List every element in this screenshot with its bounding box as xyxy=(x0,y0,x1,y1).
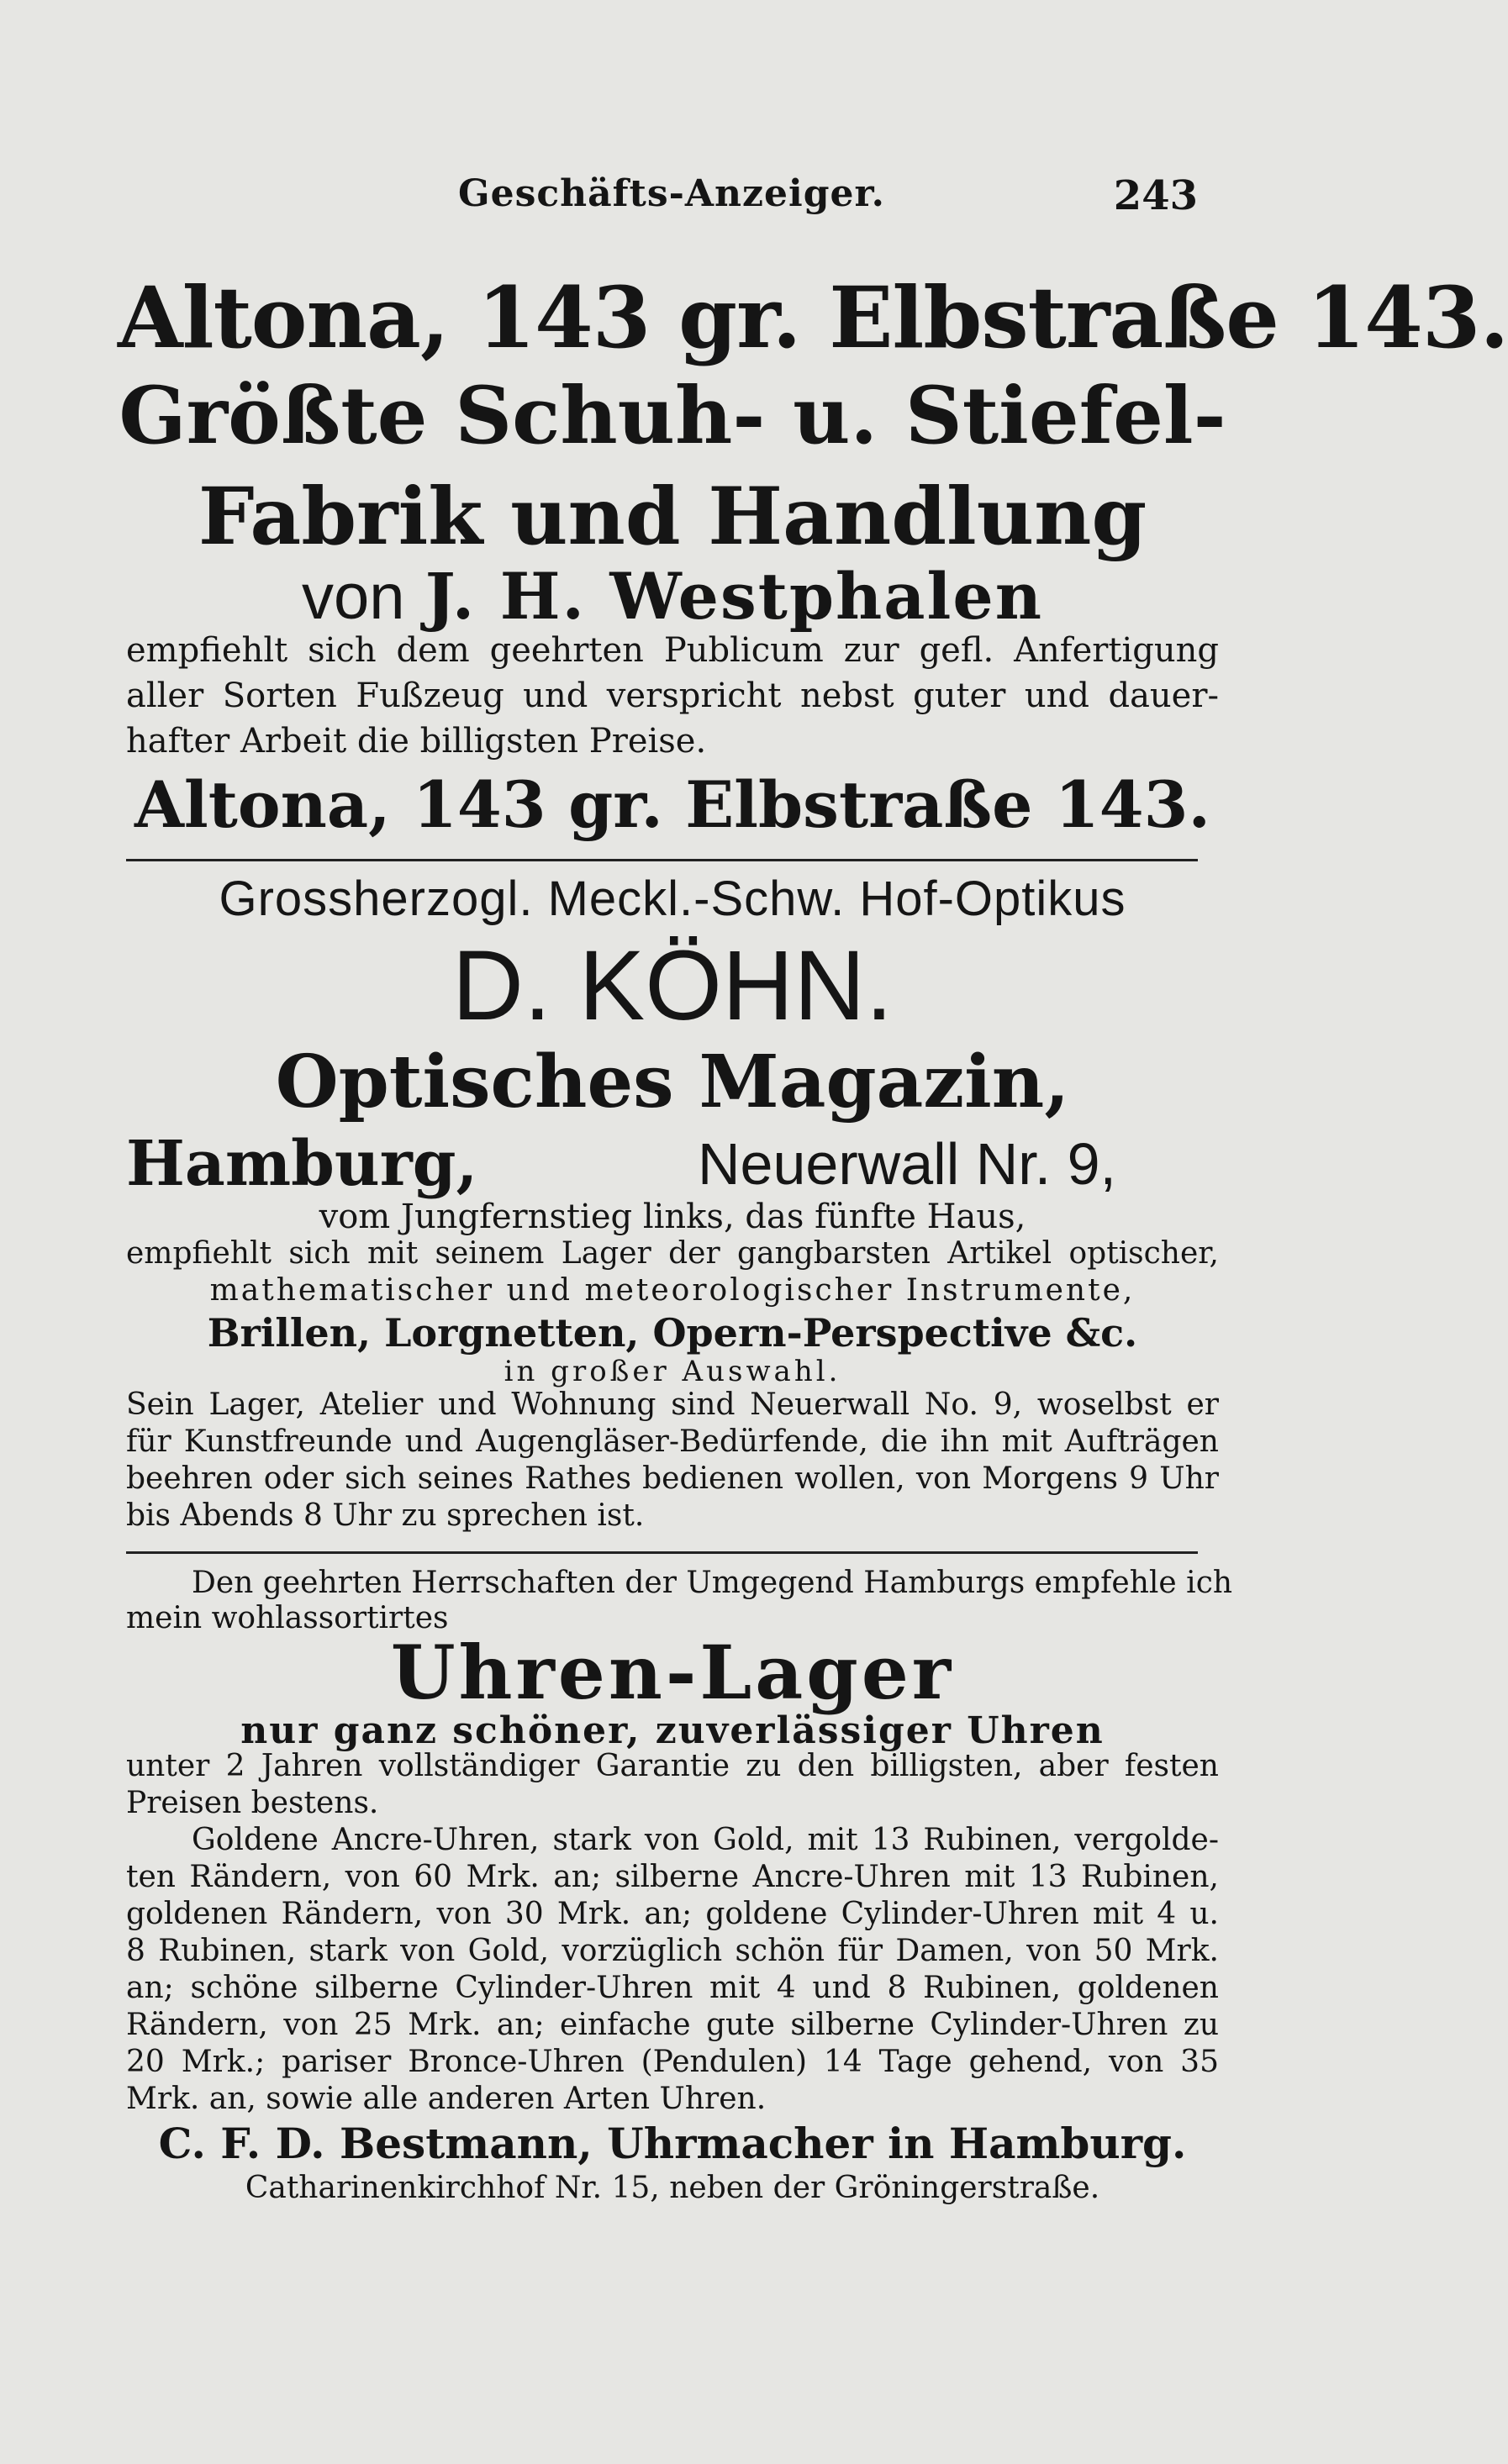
address-top: Altona, 143 gr. Elbstraße 143. xyxy=(118,268,1508,367)
body-line: goldenen Rändern, von 30 Mrk. an; goldene Cylinder-Uhren mit 4 u. xyxy=(126,1897,1219,1931)
body-line: empfiehlt sich mit seinem Lager der gangbarsten Artikel optischer, xyxy=(126,1236,1219,1271)
owner-name: J. H. Westphalen xyxy=(424,559,1043,634)
running-title: Geschäfts-Anzeiger. xyxy=(458,172,885,215)
body-line: Sein Lager, Atelier und Wohnung sind Neuerwall No. 9, woselbst er xyxy=(126,1387,1219,1422)
shop-address: Catharinenkirchhof Nr. 15, neben der Gröningerstraße. xyxy=(245,2171,1100,2205)
body-line: für Kunstfreunde und Augengläser-Bedürfende, die ihn mit Aufträgen xyxy=(126,1424,1219,1459)
body-line: Goldene Ancre-Uhren, stark von Gold, mit 13 Rubinen, vergolde- xyxy=(192,1823,1219,1857)
body-line: an; schöne silberne Cylinder-Uhren mit 4 und 8 Rubinen, goldenen xyxy=(126,1971,1219,2005)
subheadline: nur ganz schöner, zuverlässiger Uhren xyxy=(240,1709,1105,1752)
body-line: Mrk. an, sowie alle anderen Arten Uhren. xyxy=(126,2082,767,2116)
divider xyxy=(126,859,1198,861)
from-prefix: von xyxy=(302,561,405,633)
intro-line: mein wohlassortirtes xyxy=(126,1601,449,1635)
body-line: empfiehlt sich dem geehrten Publicum zur gefl. Anfertigung xyxy=(126,631,1219,670)
running-header xyxy=(458,172,1198,231)
location-note: vom Jungfernstieg links, das fünfte Haus, xyxy=(319,1198,1026,1236)
headline-1: Größte Schuh- u. Stiefel- xyxy=(119,370,1226,462)
headline-2: Fabrik und Handlung xyxy=(198,471,1147,563)
body-line: Preisen bestens. xyxy=(126,1786,379,1820)
divider xyxy=(126,1551,1198,1554)
page-number: 243 xyxy=(1113,172,1198,219)
intro-line: Den geehrten Herrschaften der Umgegend Hamburgs empfehle ich xyxy=(192,1566,1233,1600)
signature: C. F. D. Bestmann, Uhrmacher in Hamburg. xyxy=(158,2119,1187,2168)
body-line: bis Abends 8 Uhr zu sprechen ist. xyxy=(126,1498,645,1533)
body-line: aller Sorten Fußzeug und verspricht nebst guter und dauer- xyxy=(126,677,1219,715)
street-address: Neuerwall Nr. 9, xyxy=(698,1131,1116,1197)
products: Brillen, Lorgnetten, Opern-Perspective &c. xyxy=(207,1310,1138,1356)
city: Hamburg, xyxy=(126,1128,478,1200)
company-name: D. KÖHN. xyxy=(451,930,894,1041)
clock-store-headline: Uhren-Lager xyxy=(390,1629,955,1716)
body-line: mathematischer und meteorologischer Instrumente, xyxy=(209,1273,1136,1308)
body-line: 8 Rubinen, stark von Gold, vorzüglich schön für Damen, von 50 Mrk. xyxy=(126,1934,1219,1968)
body-line: beehren oder sich seines Rathes bedienen wollen, von Morgens 9 Uhr xyxy=(126,1461,1219,1496)
body-line: ten Rändern, von 60 Mrk. an; silberne Ancre-Uhren mit 13 Rubinen, xyxy=(126,1860,1219,1894)
owner-line xyxy=(118,559,1227,635)
shop-name: Optisches Magazin, xyxy=(275,1040,1070,1124)
body-line: unter 2 Jahren vollständiger Garantie zu den billigsten, aber festen xyxy=(126,1749,1219,1783)
address-bottom: Altona, 143 gr. Elbstraße 143. xyxy=(134,767,1211,842)
court-title: Grossherzogl. Meckl.-Schw. Hof-Optikus xyxy=(219,871,1126,926)
body-line: 20 Mrk.; pariser Bronce-Uhren (Pendulen) 14 Tage gehend, von 35 xyxy=(126,2045,1219,2079)
selection-note: in großer Auswahl. xyxy=(504,1355,841,1388)
body-line: hafter Arbeit die billigsten Preise. xyxy=(126,722,707,761)
body-line: Rändern, von 25 Mrk. an; einfache gute silberne Cylinder-Uhren zu xyxy=(126,2008,1219,2042)
